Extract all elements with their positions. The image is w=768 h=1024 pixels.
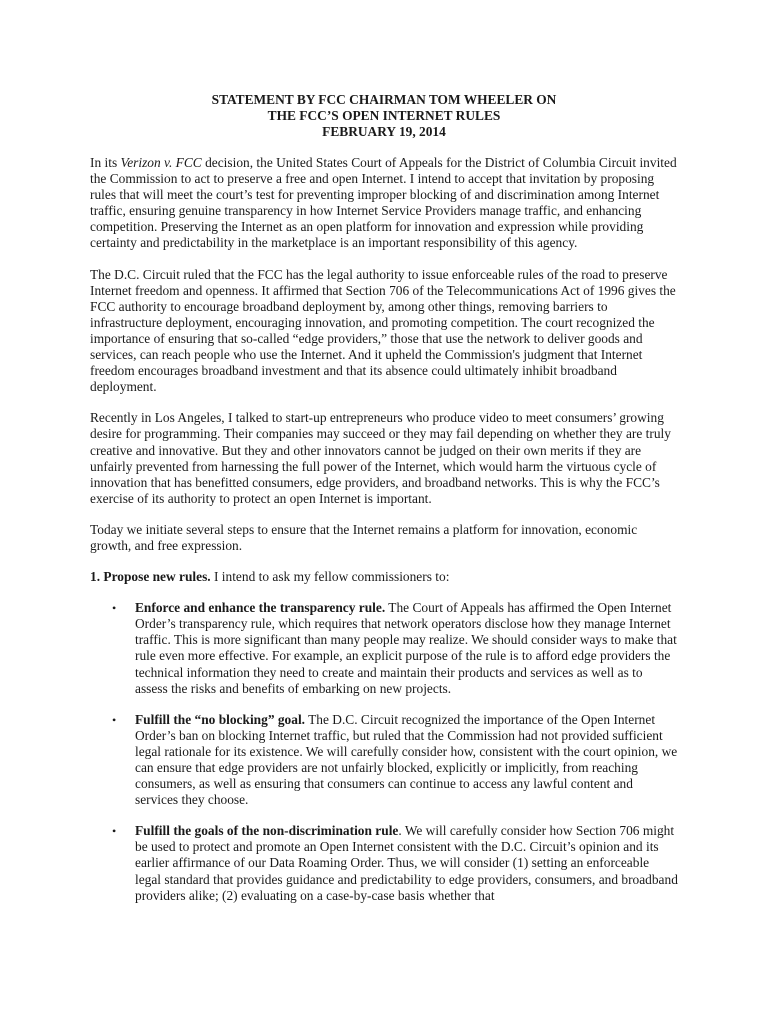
bullet-icon: • (112, 712, 117, 727)
title-line-2: THE FCC’S OPEN INTERNET RULES (267, 108, 501, 123)
title-line-1: STATEMENT BY FCC CHAIRMAN TOM WHEELER ON (211, 92, 557, 107)
paragraph-3: Recently in Los Angeles, I talked to start-up entrepreneurs who produce video to meet consumers’ growing desire for programming. Their companies may succeed or they may fail depending on whether they are truly creative and innovative. But they and other innovators cannot be judged on their own merits if they are unfairly prevented from harnessing the full power of the Internet, which would harm the virtuous cycle of innovation that has benefitted consumers, edge providers, and broadband networks. This is why the FCC’s exercise of its authority to protect an open Internet is important. (90, 410, 671, 506)
paragraph-2: The D.C. Circuit ruled that the FCC has the legal authority to issue enforceable rules of the road to preserve Internet freedom and openness. It affirmed that Section 706 of the Telecommunications Act of 1996 gives the FCC authority to encourage broadband deployment by, among other things, removing barriers to infrastructure deployment, encouraging innovation, and promoting competition. The court recognized the importance of ensuring that so-called “edge providers,” those that use the network to deliver goods and services, can reach people who use the Internet. And it upheld the Commission's judgment that Internet freedom encourages broadband investment and that its absence could ultimately inhibit broadband deployment. (90, 266, 676, 395)
list-item-heading: Enforce and enhance the transparency rule. (135, 600, 386, 616)
section-1-intro: I intend to ask my fellow commissioners to: (210, 569, 450, 585)
paragraph-1 (90, 155, 678, 252)
paragraph-1-body: decision, the United States Court of Appeals for the District of Columbia Circuit invited the Commission to act to preserve a free and open Internet. I intend to accept that invitation by proposing rules that will meet the court’s test for preventing improper blocking of and discrimination among Internet traffic, ensuring genuine transparency in how Internet Service Providers manage traffic, and enhancing competition. Preserving the Internet as an open platform for innovation and expression while providing certainty and predictability in the marketplace is an important responsibility of this agency. (90, 155, 677, 251)
list-item (90, 600, 678, 697)
document-title (90, 92, 678, 140)
list-item-heading: Fulfill the “no blocking” goal. (135, 711, 306, 727)
list-item-heading: Fulfill the goals of the non-discrimination rule (135, 823, 399, 839)
list-item-text: The D.C. Circuit recognized the importance of the Open Internet Order’s ban on blocking Internet traffic, but ruled that the Commission had not provided sufficient legal rationale for its existence. We will carefully consider how, consistent with the court opinion, we can ensure that edge providers are not unfairly blocked, explicitly or implicitly, from reaching consumers, as well as ensuring that consumers can continue to access any lawful content and services they choose. (135, 711, 678, 808)
list-item (90, 712, 678, 809)
list-item-text: The Court of Appeals has affirmed the Open Internet Order’s transparency rule, which requires that network operators disclose how they manage Internet traffic. This is more significant than many people may realize. We should consider ways to make that rule even more effective. For example, an explicit purpose of the rule is to afford edge providers the technical information they need to create and maintain their products and services as well as to assess the risks and benefits of embarking on new projects. (135, 600, 677, 696)
proposal-list (90, 600, 678, 904)
list-item-text: . We will carefully consider how Section 706 might be used to protect and promote an Open Internet consistent with the D.C. Circuit’s opinion and its earlier affirmance of our Data Roaming Order. Thus, we will consider (1) setting an enforceable legal standard that provides guidance and predictability to edge providers, consumers, and broadband providers alike; (2) evaluating on a case-by-case basis whether that (135, 823, 678, 903)
case-name: Verizon v. FCC (120, 155, 202, 170)
paragraph-1-lead: In its (90, 155, 121, 170)
list-item (90, 823, 678, 903)
paragraph-4: Today we initiate several steps to ensure that the Internet remains a platform for innovation, economic growth, and free expression. (90, 521, 638, 553)
bullet-icon: • (112, 601, 117, 616)
title-date: FEBRUARY 19, 2014 (322, 124, 446, 139)
bullet-icon: • (112, 824, 117, 839)
section-1-heading (90, 569, 678, 585)
section-1-title: 1. Propose new rules. (90, 569, 211, 585)
